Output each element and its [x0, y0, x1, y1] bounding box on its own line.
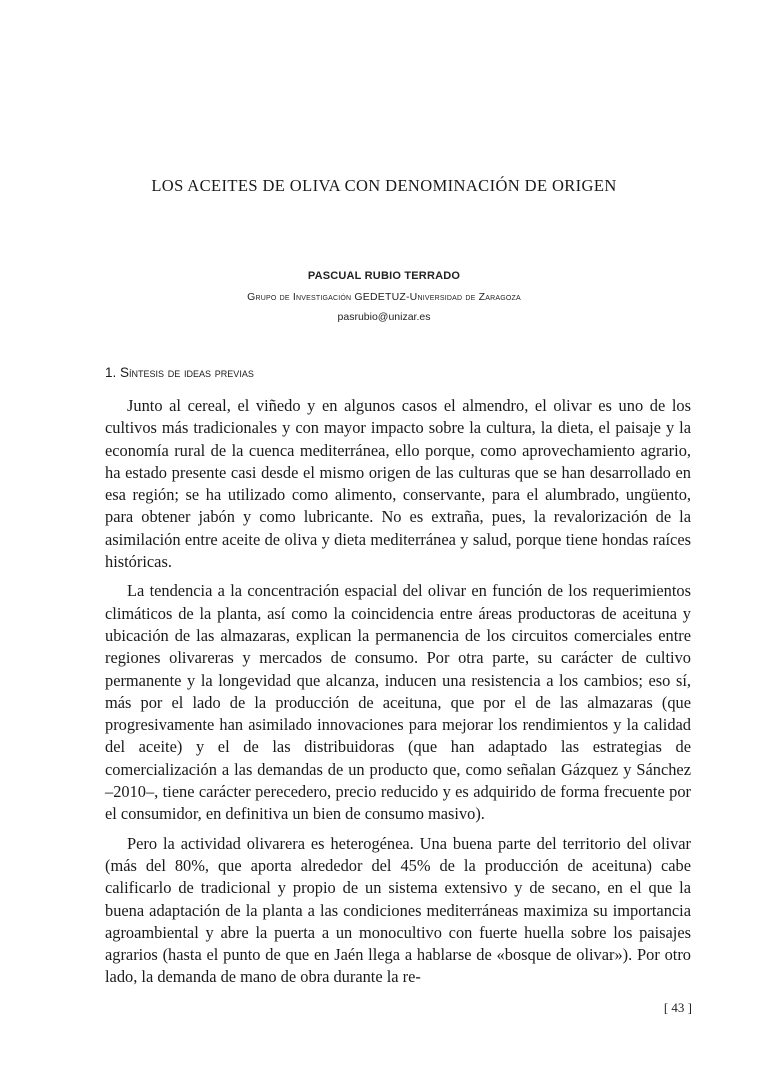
section-heading	[105, 365, 254, 380]
body-text	[105, 395, 691, 996]
section-title: Síntesis de ideas previas	[120, 365, 254, 380]
author-email: pasrubio@unizar.es	[337, 311, 431, 323]
paragraph: Pero la actividad olivarera es heterogénea. Una buena parte del territorio del olivar (más del 80%, que aporta alrededor del 45% de la producción de aceituna) cabe calificarlo de tradicional y propio de un sistema extensivo y de secano, en el que la buena adaptación de la planta a las condiciones mediterráneas maximiza su importancia agroambiental y abre la puerta a un monocultivo con fuerte huella sobre los paisajes agrarios (hasta el punto de que en Jaén llega a hablarse de «bosque de olivar»). Por otro lado, la demanda de mano de obra durante la re-	[105, 833, 691, 987]
author-name: PASCUAL RUBIO TERRADO	[307, 270, 461, 282]
paragraph: La tendencia a la concentración espacial del olivar en función de los requerimientos climáticos de la planta, así como la coincidencia entre áreas productoras de aceituna y ubicación de las almazaras, explican la permanencia de los circuitos comerciales entre regiones olivareras y mercados de consumo. Por otra parte, su carácter de cultivo permanente y la longevidad que alcanza, inducen una resistencia a los cambios; eso sí, más por el lado de la producción de aceituna, que por el de las almazaras (que progresivamente han asimilado innovaciones para mejorar los rendimientos y la calidad del aceite) y el de las distribuidoras (que han adaptado las estrategias de comercialización a las demandas de un producto que, como señalan Gázquez y Sánchez –2010–, tiene carácter perecedero, precio reducido y es adquirido de forma frecuente por el consumidor, en definitiva un bien de consumo masivo).	[105, 581, 691, 824]
author-block	[0, 266, 768, 327]
paper-title: LOS ACEITES DE OLIVA CON DENOMINACIÓN DE ORIGEN	[151, 176, 617, 195]
section-number: 1.	[105, 365, 117, 380]
paragraph: Junto al cereal, el viñedo y en algunos casos el almendro, el olivar es uno de los cultivos más tradicionales y con mayor impacto sobre la cultura, la dieta, el paisaje y la economía rural de la cuenca mediterránea, ello porque, como aprovechamiento agrario, ha estado presente casi desde el mismo origen de las culturas que se han desarrollado en esa región; se ha utilizado como alimento, conservante, para el alumbrado, ungüento, para obtener jabón y como lubricante. No es extraña, pues, la revalorización de la asimilación entre aceite de oliva y dieta mediterránea y salud, porque tiene hondas raíces históricas.	[105, 396, 691, 572]
page-number: [ 43 ]	[663, 1000, 692, 1015]
author-affiliation: Grupo de Investigación GEDETUZ-Universidad de Zaragoza	[247, 291, 521, 303]
